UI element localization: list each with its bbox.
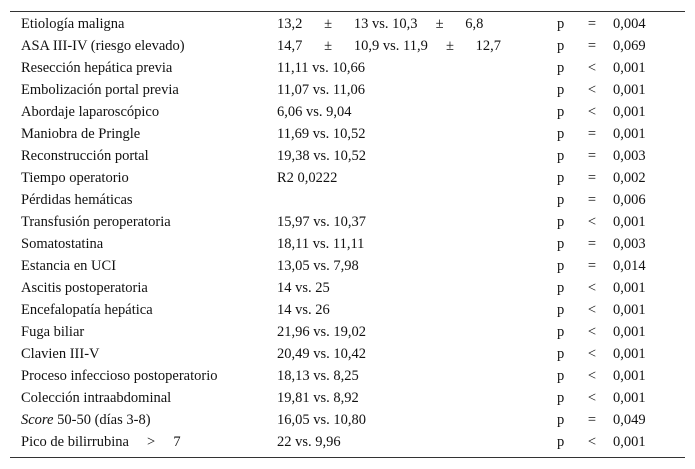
table-row (10, 57, 685, 79)
row-label: Etiología maligna (21, 16, 125, 32)
p-operator: < (587, 346, 597, 362)
row-label (21, 409, 151, 431)
table-row (10, 387, 685, 409)
row-value: 14,7 ± 10,9 vs. 11,9 ± 12,7 (277, 38, 502, 54)
p-value: 0,014 (613, 258, 646, 274)
table-row (10, 189, 685, 211)
p-operator: = (587, 192, 597, 208)
results-table (10, 11, 685, 458)
p-value: 0,001 (613, 434, 646, 450)
p-symbol: p (557, 104, 565, 120)
p-operator: < (587, 280, 597, 296)
p-value: 0,001 (613, 126, 646, 142)
table-row (10, 211, 685, 233)
p-value: 0,001 (613, 280, 646, 296)
row-label: Ascitis postoperatoria (21, 280, 148, 296)
p-value: 0,003 (613, 236, 646, 252)
row-value: 19,81 vs. 8,92 (277, 390, 359, 406)
p-value: 0,001 (613, 368, 646, 384)
table-row (10, 13, 685, 35)
row-value: R2 0,0222 (277, 170, 338, 186)
row-value: 16,05 vs. 10,80 (277, 412, 367, 428)
p-symbol: p (557, 390, 565, 406)
row-label: Maniobra de Pringle (21, 126, 141, 142)
p-value: 0,001 (613, 346, 646, 362)
row-label: Abordaje laparoscópico (21, 104, 160, 120)
row-value: 11,11 vs. 10,66 (277, 60, 365, 76)
row-value: 14 vs. 26 (277, 302, 330, 318)
table-row (10, 233, 685, 255)
p-operator: < (587, 60, 597, 76)
table-row (10, 365, 685, 387)
p-symbol: p (557, 82, 565, 98)
p-operator: < (587, 302, 597, 318)
row-label: Encefalopatía hepática (21, 302, 153, 318)
p-operator: < (587, 390, 597, 406)
table-row (10, 321, 685, 343)
table-row (10, 35, 685, 57)
p-operator: < (587, 214, 597, 230)
row-label: Tiempo operatorio (21, 170, 129, 186)
row-label: Somatostatina (21, 236, 104, 252)
p-operator: < (587, 434, 597, 450)
table-row (10, 343, 685, 365)
p-value: 0,001 (613, 214, 646, 230)
p-value: 0,003 (613, 148, 646, 164)
table-row (10, 101, 685, 123)
table-row (10, 409, 685, 431)
p-value: 0,004 (613, 16, 646, 32)
p-value: 0,001 (613, 302, 646, 318)
p-operator: = (587, 126, 597, 142)
table-row (10, 299, 685, 321)
p-symbol: p (557, 324, 565, 340)
p-operator: < (587, 104, 597, 120)
row-value: 15,97 vs. 10,37 (277, 214, 367, 230)
row-value: 11,69 vs. 10,52 (277, 126, 366, 142)
p-value: 0,069 (613, 38, 646, 54)
p-value: 0,049 (613, 412, 646, 428)
row-value: 13,05 vs. 7,98 (277, 258, 359, 274)
table-row (10, 123, 685, 145)
p-operator: = (587, 236, 597, 252)
p-symbol: p (557, 280, 565, 296)
p-symbol: p (557, 258, 565, 274)
p-value: 0,006 (613, 192, 646, 208)
row-value: 11,07 vs. 11,06 (277, 82, 365, 98)
row-label: Reconstrucción portal (21, 148, 149, 164)
p-value: 0,001 (613, 60, 646, 76)
p-value: 0,001 (613, 104, 646, 120)
p-symbol: p (557, 192, 565, 208)
row-value: 6,06 vs. 9,04 (277, 104, 352, 120)
row-value: 19,38 vs. 10,52 (277, 148, 367, 164)
row-value: 14 vs. 25 (277, 280, 330, 296)
row-label: Estancia en UCI (21, 258, 117, 274)
p-symbol: p (557, 412, 565, 428)
table-row (10, 255, 685, 277)
p-symbol: p (557, 434, 565, 450)
row-label: Pérdidas hemáticas (21, 192, 133, 208)
p-symbol: p (557, 16, 565, 32)
p-operator: = (587, 16, 597, 32)
row-label: Pico de bilirrubina > 7 (21, 434, 181, 450)
row-value: 13,2 ± 13 vs. 10,3 ± 6,8 (277, 16, 484, 32)
row-label: Embolización portal previa (21, 82, 179, 98)
row-label-italic: Score (21, 412, 54, 428)
p-symbol: p (557, 60, 565, 76)
p-symbol: p (557, 148, 565, 164)
table-row (10, 431, 685, 453)
row-label: ASA III-IV (riesgo elevado) (21, 38, 185, 54)
row-value: 20,49 vs. 10,42 (277, 346, 367, 362)
p-operator: = (587, 170, 597, 186)
p-symbol: p (557, 170, 565, 186)
row-label-rest: 50-50 (días 3-8) (53, 412, 151, 428)
p-symbol: p (557, 236, 565, 252)
table-row (10, 277, 685, 299)
row-value: 18,13 vs. 8,25 (277, 368, 359, 384)
p-operator: = (587, 412, 597, 428)
row-label: Proceso infeccioso postoperatorio (21, 368, 218, 384)
row-label: Fuga biliar (21, 324, 85, 340)
table-row (10, 79, 685, 101)
row-label: Resección hepática previa (21, 60, 173, 76)
p-operator: < (587, 368, 597, 384)
p-value: 0,002 (613, 170, 646, 186)
row-value: 18,11 vs. 11,11 (277, 236, 365, 252)
p-symbol: p (557, 368, 565, 384)
p-operator: = (587, 258, 597, 274)
row-value: 21,96 vs. 19,02 (277, 324, 367, 340)
p-symbol: p (557, 214, 565, 230)
p-operator: < (587, 324, 597, 340)
row-value: 22 vs. 9,96 (277, 434, 341, 450)
table-row (10, 167, 685, 189)
row-label: Clavien III-V (21, 346, 100, 362)
p-value: 0,001 (613, 324, 646, 340)
p-symbol: p (557, 38, 565, 54)
p-symbol: p (557, 126, 565, 142)
p-symbol: p (557, 302, 565, 318)
table-row (10, 145, 685, 167)
row-label: Colección intraabdominal (21, 390, 172, 406)
p-value: 0,001 (613, 390, 646, 406)
p-symbol: p (557, 346, 565, 362)
p-operator: < (587, 82, 597, 98)
row-label: Transfusión peroperatoria (21, 214, 171, 230)
p-value: 0,001 (613, 82, 646, 98)
p-operator: = (587, 38, 597, 54)
p-operator: = (587, 148, 597, 164)
